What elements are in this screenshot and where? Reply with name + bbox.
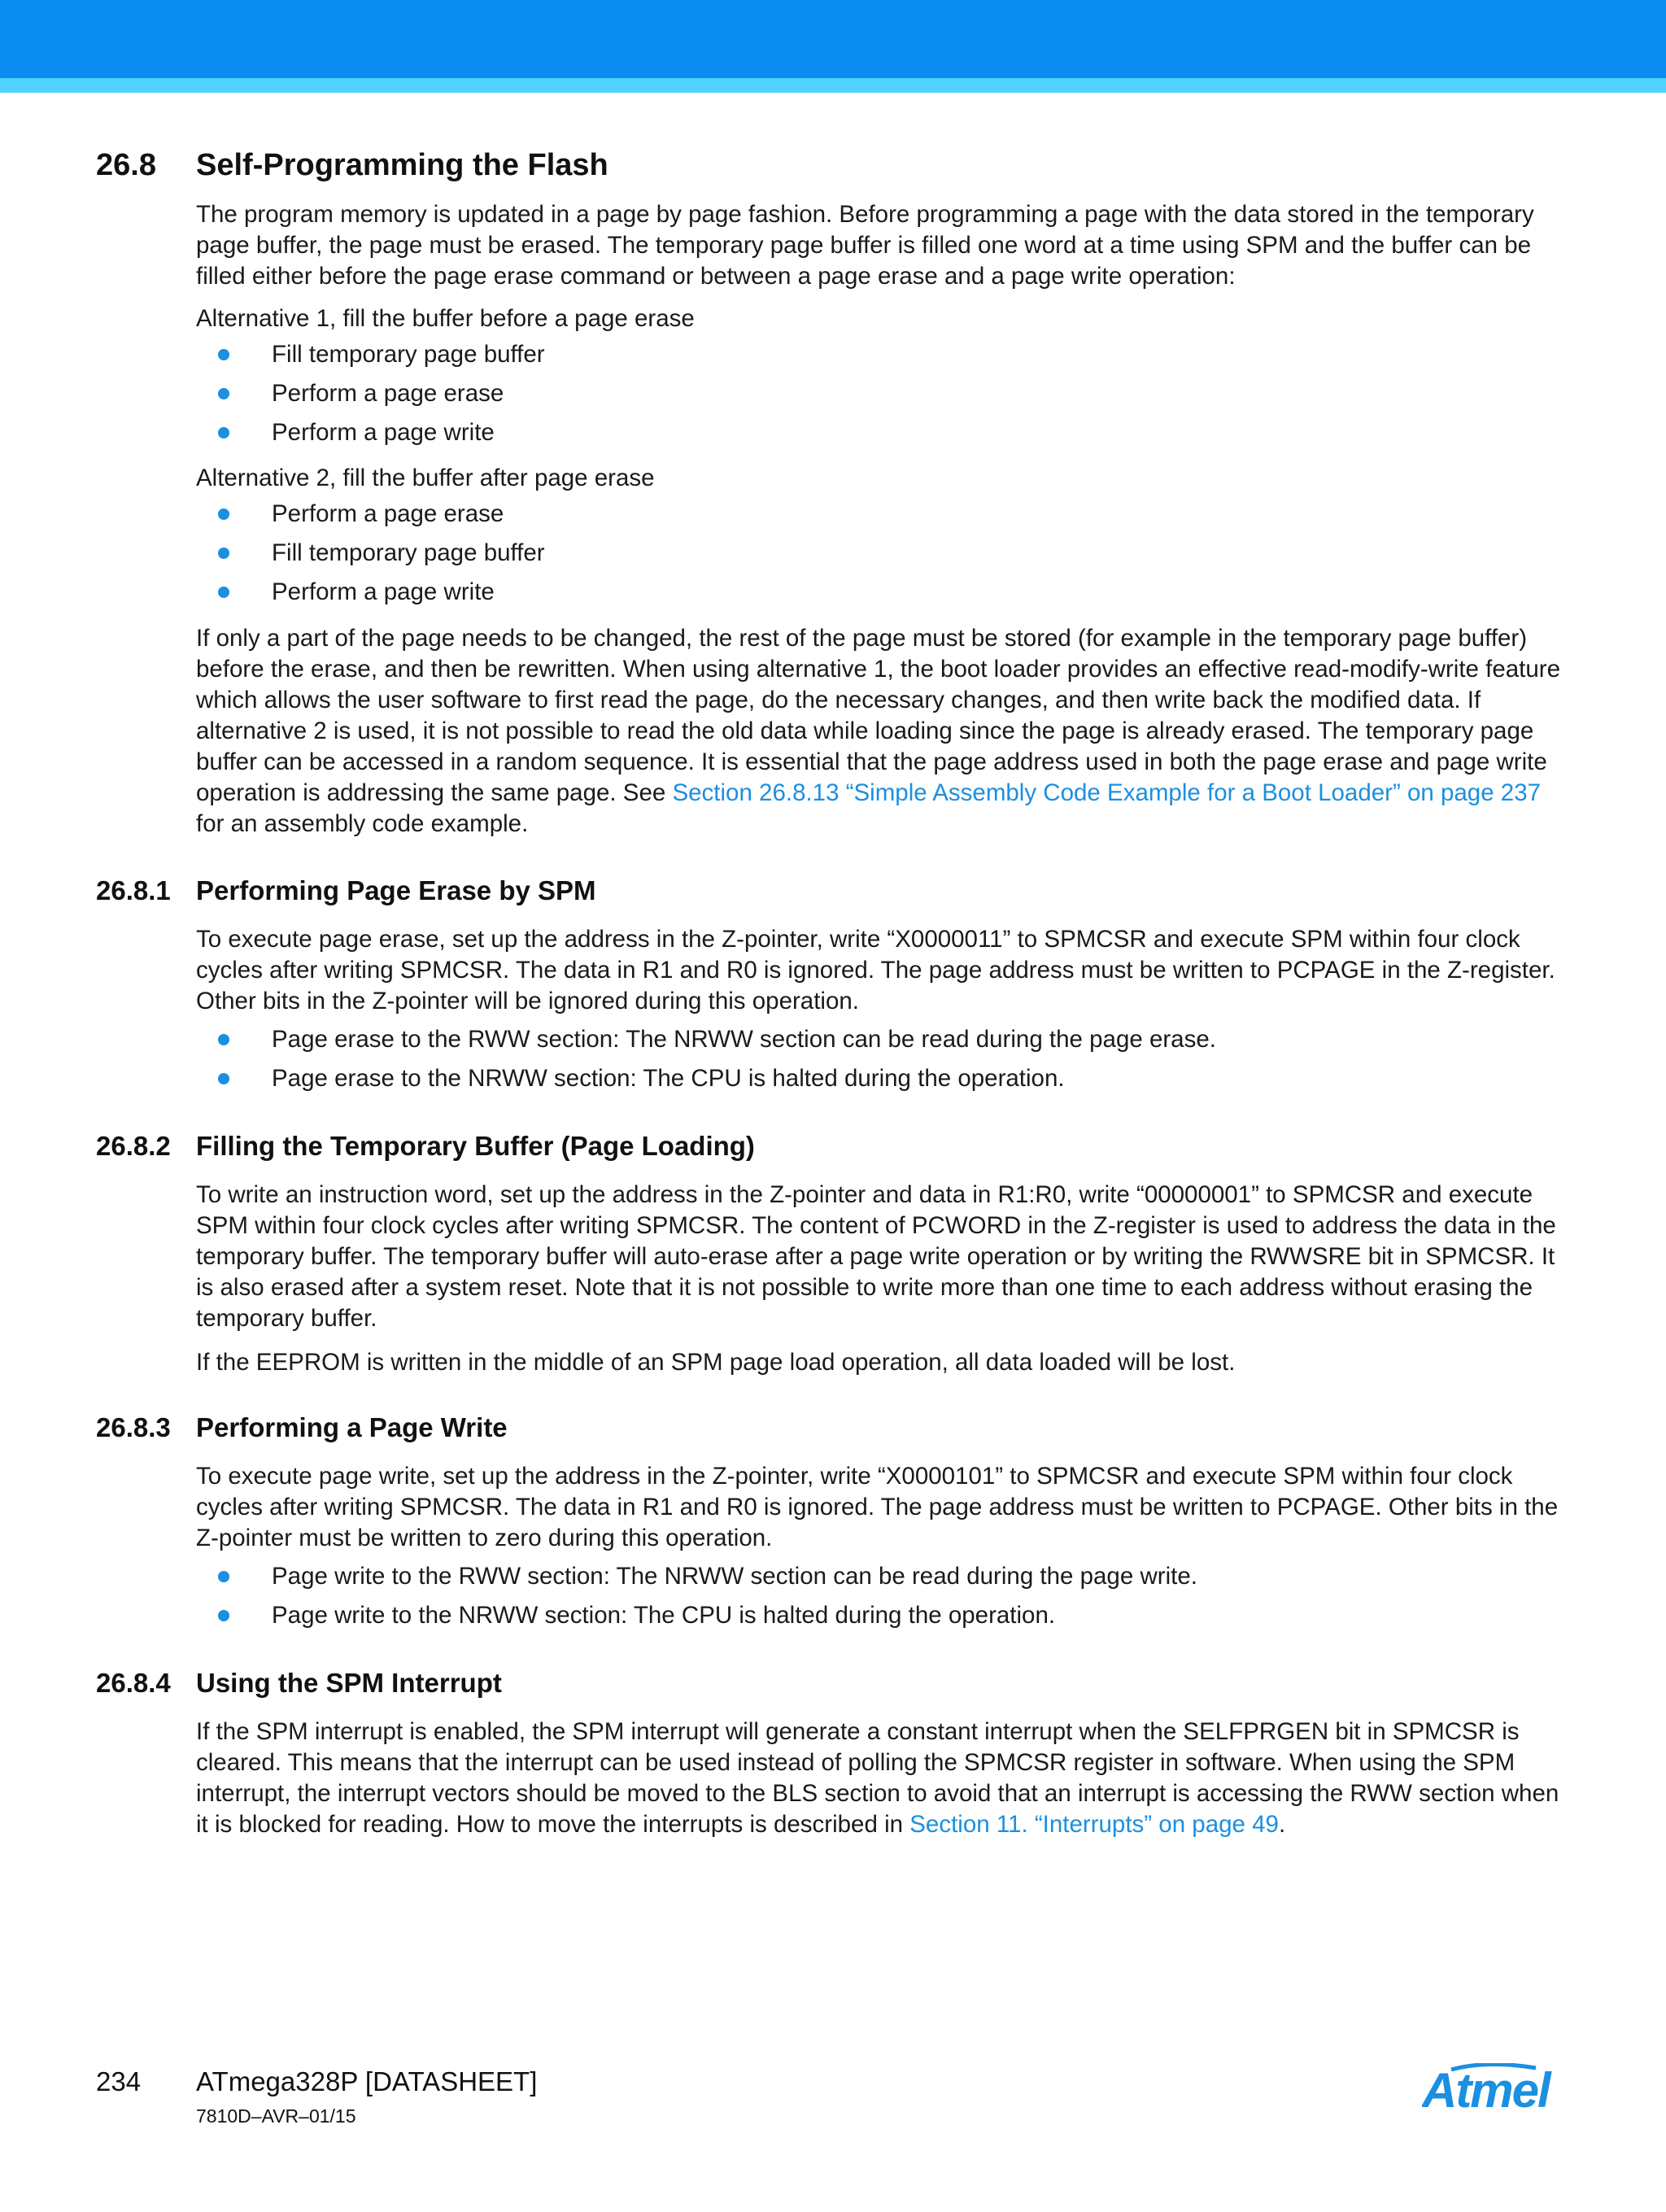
- svg-text:Atmel: Atmel: [1422, 2063, 1550, 2118]
- subsection-heading: 26.8.4 Using the SPM Interrupt: [96, 1668, 502, 1698]
- section-heading: [96, 148, 608, 183]
- bullet-icon: [218, 587, 229, 598]
- subsection-heading: 26.8.3 Performing a Page Write: [96, 1412, 508, 1442]
- cross-reference-link[interactable]: Section 26.8.13 “Simple Assembly Code Example for a Boot Loader” on page 237: [672, 779, 1542, 806]
- bullet-icon: [218, 508, 229, 520]
- section-number: 26.8: [96, 148, 156, 182]
- bullet-icon: [218, 427, 229, 438]
- section-title: Self-Programming the Flash: [196, 148, 608, 182]
- alternative-1-label: Alternative 1, fill the buffer before a page erase: [196, 305, 695, 332]
- document-title: ATmega328P [DATASHEET]: [196, 2066, 538, 2096]
- alternative-2-label: Alternative 2, fill the buffer after page erase: [196, 465, 655, 491]
- header-stripe: [0, 78, 1666, 93]
- header-bar: [0, 0, 1666, 78]
- subsection-text: If the SPM interrupt is enabled, the SPM interrupt will generate a constant interrupt when the SELFPRGEN bit in SPMCSR is cleared. This means that the interrupt can be used instead of polling the SPMCSR register in software. When using the SPM interrupt, the interrupt vectors should be moved to the BLS section to avoid that an interrupt is accessing the RWW section when it is blocked for reading. How to move the interrupts is described in Section 11. “Interrupts” on page 49.: [196, 1718, 1559, 1838]
- cross-reference-link[interactable]: Section 11. “Interrupts” on page 49: [909, 1811, 1279, 1838]
- subsection-text: To write an instruction word, set up the address in the Z-pointer and data in R1:R0, write “00000001” to SPMCSR and execute SPM within four clock cycles after writing SPMCSR. The content of PCWORD in the Z-register is used to address the data in the temporary buffer. The temporary buffer will auto-erase after a page write operation or by writing the RWWSRE bit in SPMCSR. It is also erased after a system reset. Note that it is not possible to write more than one time to each address without erasing the temporary buffer.: [196, 1181, 1556, 1332]
- subsection-heading: 26.8.2 Filling the Temporary Buffer (Page Loading): [96, 1131, 755, 1161]
- bullet-icon: [218, 388, 229, 399]
- subsection-text: To execute page erase, set up the address in the Z-pointer, write “X0000011” to SPMCSR and execute SPM within four clock cycles after writing SPMCSR. The data in R1 and R0 is ignored. The page address must be written to PCPAGE in the Z-register. Other bits in the Z-pointer will be ignored during this operation.: [196, 926, 1555, 1014]
- page-number: 234: [96, 2066, 142, 2096]
- bullet-icon: [218, 548, 229, 559]
- section-intro: The program memory is updated in a page by page fashion. Before programming a page with the data stored in the temporary page buffer, the page must be erased. The temporary page buffer is filled one word at a time using SPM and the buffer can be filled either before the page erase command or between a page erase and a page write operation:: [196, 201, 1534, 290]
- subsection-heading: 26.8.1 Performing Page Erase by SPM: [96, 875, 596, 905]
- bullet-icon: [218, 1073, 229, 1084]
- bullet-icon: [218, 1610, 229, 1621]
- bullet-icon: [218, 349, 229, 360]
- bullet-icon: [218, 1034, 229, 1045]
- section-body: If only a part of the page needs to be changed, the rest of the page must be stored (for example in the temporary page buffer) before the erase, and then be rewritten. When using alternative 1, the boot loader provides an effective read-modify-write feature which allows the user software to first read the page, do the necessary changes, and then write back the modified data. If alternative 2 is used, it is not possible to read the old data while loading since the page is already erased. The temporary page buffer can be accessed in a random sequence. It is essential that the page address used in both the page erase and page write operation is addressing the same page. See Section 26.8.13 “Simple Assembly Code Example for a Boot Loader” on page 237 for an assembly code example.: [196, 625, 1561, 837]
- subsection-note: If the EEPROM is written in the middle of an SPM page load operation, all data loaded will be lost.: [196, 1349, 1236, 1376]
- subsection-text: To execute page write, set up the address in the Z-pointer, write “X0000101” to SPMCSR and execute SPM within four clock cycles after writing SPMCSR. The data in R1 and R0 is ignored. The page address must be written to PCPAGE. Other bits in the Z-pointer must be written to zero during this operation.: [196, 1463, 1559, 1551]
- bullet-icon: [218, 1571, 229, 1582]
- document-code: 7810D–AVR–01/15: [196, 2105, 356, 2127]
- atmel-logo-icon: [1422, 2063, 1572, 2122]
